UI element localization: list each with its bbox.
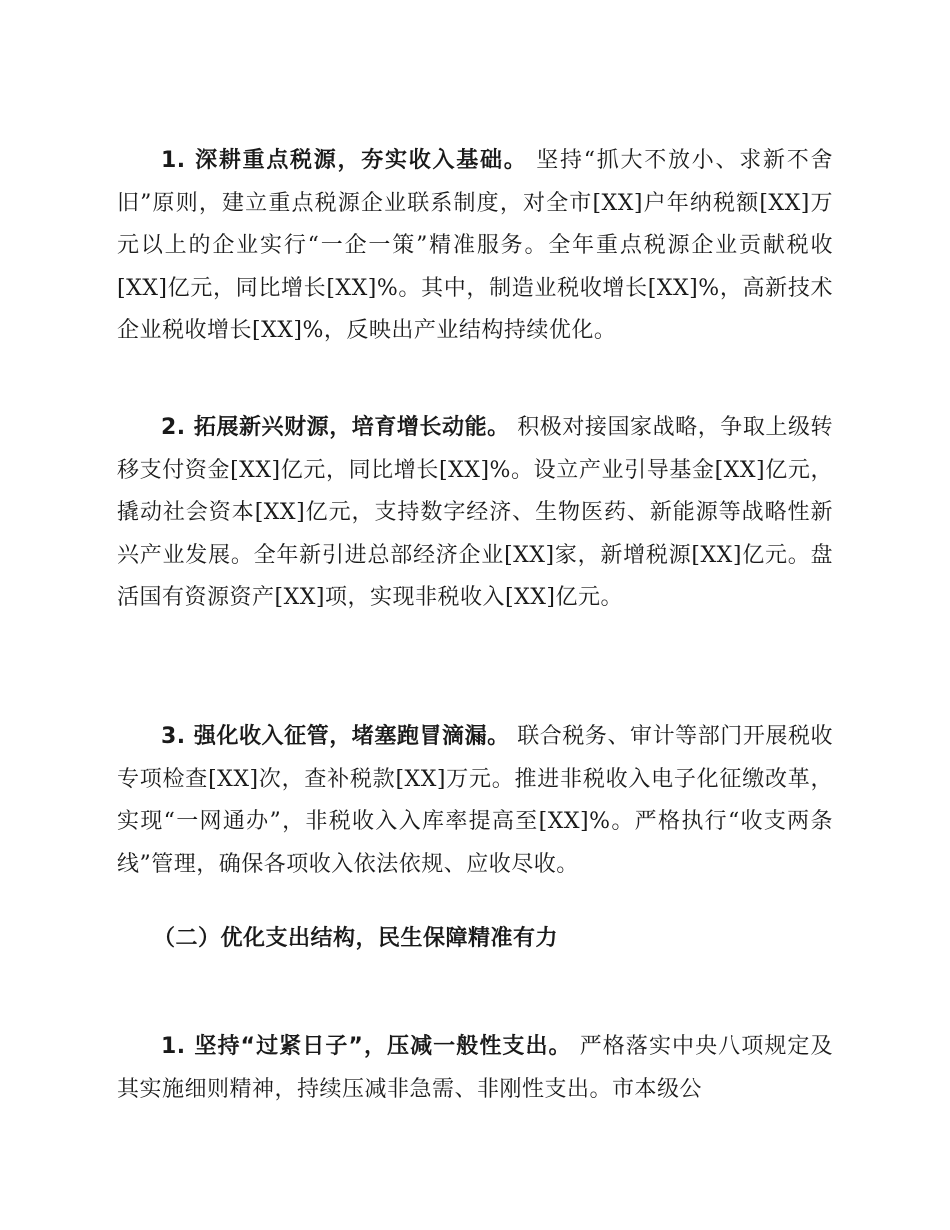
paragraph-body: 坚持“抓大不放小、求新不舍旧”原则，建立重点税源企业联系制度，对全市[XX]户年纳税额[XX]万元以上的企业实行“一企一策”精准服务。全年重点税源企业贡献税收[XX]亿元，同比增长[XX]%。其中，制造业税收增长[XX]%，高新技术企业税收增长[XX]%，反映出产业结构持续优化。 <box>117 148 834 343</box>
paragraph-lead: 1. 深耕重点税源，夯实收入基础。 <box>161 148 528 173</box>
section-heading: （二）优化支出结构，民生保障精准有力 <box>153 926 559 951</box>
paragraph-revenue-collection <box>117 716 833 886</box>
paragraph-lead: 1. 坚持“过紧日子”，压减一般性支出。 <box>161 1034 572 1059</box>
paragraph-lead: 3. 强化收入征管，堵塞跑冒滴漏。 <box>161 724 510 749</box>
paragraph-reduce-spending <box>117 1026 833 1111</box>
paragraph-body: 联合税务、审计等部门开展税收专项检查[XX]次，查补税款[XX]万元。推进非税收入电子化征缴改革，实现“一网通办”，非税收入入库率提高至[XX]%。严格执行“收支两条线”管理，确保各项收入依法依规、应收尽收。 <box>117 724 834 877</box>
paragraph-body: 严格落实中央八项规定及其实施细则精神，持续压减非急需、非刚性支出。市本级公 <box>117 1034 833 1102</box>
paragraph-body: 积极对接国家战略，争取上级转移支付资金[XX]亿元，同比增长[XX]%。设立产业引导基金[XX]亿元，撬动社会资本[XX]亿元，支持数字经济、生物医药、新能源等战略性新兴产业发展。全年新引进总部经济企业[XX]家，新增税源[XX]亿元。盘活国有资源资产[XX]项，实现非税收入[XX]亿元。 <box>117 415 834 610</box>
paragraph-emerging-sources <box>117 407 833 620</box>
paragraph-key-tax-sources <box>117 140 833 353</box>
paragraph-lead: 2. 拓展新兴财源，培育增长动能。 <box>161 415 510 440</box>
